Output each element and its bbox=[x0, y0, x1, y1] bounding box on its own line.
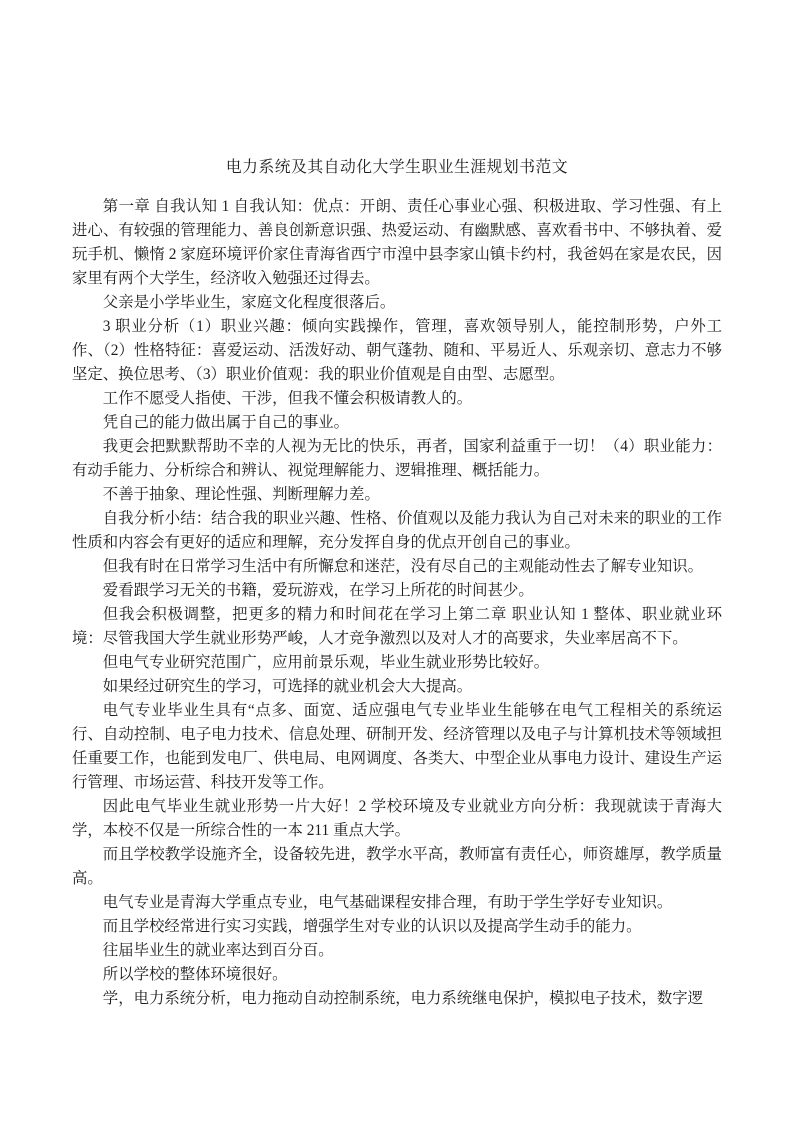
paragraph: 因此电气毕业生就业形势一片大好！2 学校环境及专业就业方向分析：我现就读于青海大学，本校不仅是一所综合性的一本 211 重点大学。 bbox=[72, 798, 722, 839]
paragraph: 爱看跟学习无关的书籍，爱玩游戏，在学习上所花的时间甚少。 bbox=[102, 582, 534, 599]
paragraph: 不善于抽象、理论性强、判断理解力差。 bbox=[102, 486, 380, 503]
paragraph: 但电气专业研究范围广，应用前景乐观，毕业生就业形势比较好。 bbox=[102, 654, 550, 671]
paragraph: 第一章 自我认知 1 自我认知：优点：开朗、责任心事业心强、积极进取、学习性强、有上进心、有较强的管理能力、善良创新意识强、热爱运动、有幽默感、喜欢看书中、不够执着、爱玩手机、懒惰 2 家庭环境评价家住青海省西宁市湟中县李家山镇卡约村，我爸妈在家是农民，因家里有两个大学生，经济收入勉强还过得去。 bbox=[72, 198, 722, 287]
paragraph: 工作不愿受人指使、干涉，但我不懂会积极请教人的。 bbox=[102, 390, 473, 407]
paragraph: 但我有时在日常学习生活中有所懈怠和迷茫，没有尽自己的主观能动性去了解专业知识。 bbox=[102, 558, 704, 575]
paragraph: 凭自己的能力做出属于自己的事业。 bbox=[102, 414, 350, 431]
paragraph: 如果经过研究生的学习，可选择的就业机会大大提高。 bbox=[102, 678, 473, 695]
paragraph: 而且学校经常进行实习实践，增强学生对专业的认识以及提高学生动手的能力。 bbox=[102, 918, 642, 935]
document-title: 电力系统及其自动化大学生职业生涯规划书范文 bbox=[225, 159, 569, 176]
paragraph: 自我分析小结：结合我的职业兴趣、性格、价值观以及能力我认为自己对未来的职业的工作性质和内容会有更好的适应和理解，充分发挥自身的优点开创自己的事业。 bbox=[72, 510, 722, 551]
paragraph: 我更会把默默帮助不幸的人视为无比的快乐，再者，国家利益重于一切！（4）职业能力：有动手能力、分析综合和辨认、视觉理解能力、逻辑推理、概括能力。 bbox=[72, 438, 722, 479]
paragraph: 电气专业是青海大学重点专业，电气基础课程安排合理，有助于学生学好专业知识。 bbox=[102, 894, 673, 911]
document-body bbox=[72, 195, 722, 1011]
paragraph: 而且学校教学设施齐全，设备较先进，教学水平高，教师富有责任心，师资雄厚，教学质量高。 bbox=[72, 846, 722, 887]
paragraph: 往届毕业生的就业率达到百分百。 bbox=[102, 942, 334, 959]
paragraph: 父亲是小学毕业生，家庭文化程度很落后。 bbox=[102, 294, 396, 311]
paragraph: 学，电力系统分析，电力拖动自动控制系统，电力系统继电保护，模拟电子技术，数字逻 bbox=[102, 990, 704, 1007]
paragraph: 但我会积极调整，把更多的精力和时间花在学习上第二章 职业认知 1 整体、职业就业环境：尽管我国大学生就业形势严峻，人才竞争激烈以及对人才的高要求，失业率居高不下。 bbox=[72, 606, 722, 647]
paragraph: 3 职业分析（1）职业兴趣：倾向实践操作，管理，喜欢领导别人，能控制形势，户外工作、（2）性格特征：喜爱运动、活泼好动、朝气蓬勃、随和、平易近人、乐观亲切、意志力不够坚定、换位思考、（3）职业价值观：我的职业价值观是自由型、志愿型。 bbox=[72, 318, 722, 383]
paragraph: 电气专业毕业生具有“点多、面宽、适应强电气专业毕业生能够在电气工程相关的系统运行、自动控制、电子电力技术、信息处理、研制开发、经济管理以及电子与计算机技术等领域担任重要工作，也能到发电厂、供电局、电网调度、各类大、中型企业从事电力设计、建设生产运行管理、市场运营、科技开发等工作。 bbox=[72, 702, 722, 791]
paragraph: 所以学校的整体环境很好。 bbox=[102, 966, 288, 983]
